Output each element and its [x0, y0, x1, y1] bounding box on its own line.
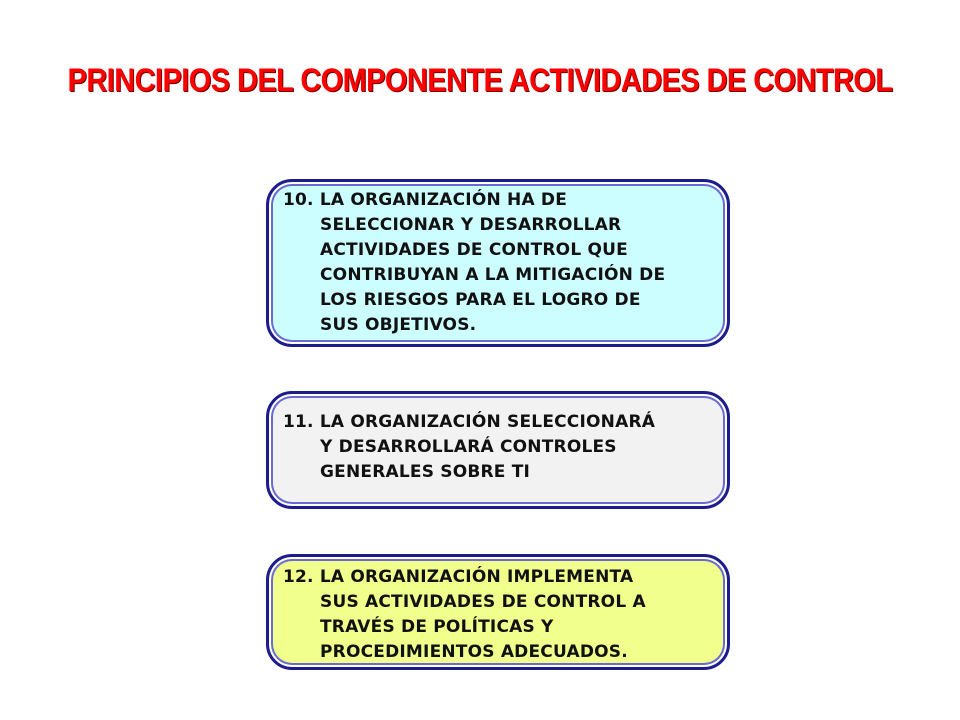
principle-text-line: TRAVÉS DE POLÍTICAS Y [320, 617, 554, 637]
principle-box-10 [266, 179, 730, 347]
principle-text-line: Y DESARROLLARÁ CONTROLES [320, 437, 617, 457]
page-title: PRINCIPIOS DEL COMPONENTE ACTIVIDADES DE CONTROL [67, 62, 893, 98]
principle-box-11 [266, 391, 730, 509]
principle-text-line: LOS RIESGOS PARA EL LOGRO DE [320, 290, 641, 310]
principle-text-line: PROCEDIMIENTOS ADECUADOS. [320, 642, 628, 662]
principle-text-line: 10. LA ORGANIZACIÓN HA DE [283, 190, 568, 210]
principle-text-line: 12. LA ORGANIZACIÓN IMPLEMENTA [283, 567, 634, 587]
principle-box-12 [266, 554, 730, 670]
principle-text-line: SUS OBJETIVOS. [320, 315, 477, 335]
principle-text-line: GENERALES SOBRE TI [320, 462, 531, 482]
principle-text-line: CONTRIBUYAN A LA MITIGACIÓN DE [320, 265, 666, 285]
principle-text-line: SUS ACTIVIDADES DE CONTROL A [320, 592, 646, 612]
principle-text-line: SELECCIONAR Y DESARROLLAR [320, 215, 622, 235]
principle-text-line: ACTIVIDADES DE CONTROL QUE [320, 240, 628, 260]
principle-text-line: 11. LA ORGANIZACIÓN SELECCIONARÁ [283, 412, 656, 432]
